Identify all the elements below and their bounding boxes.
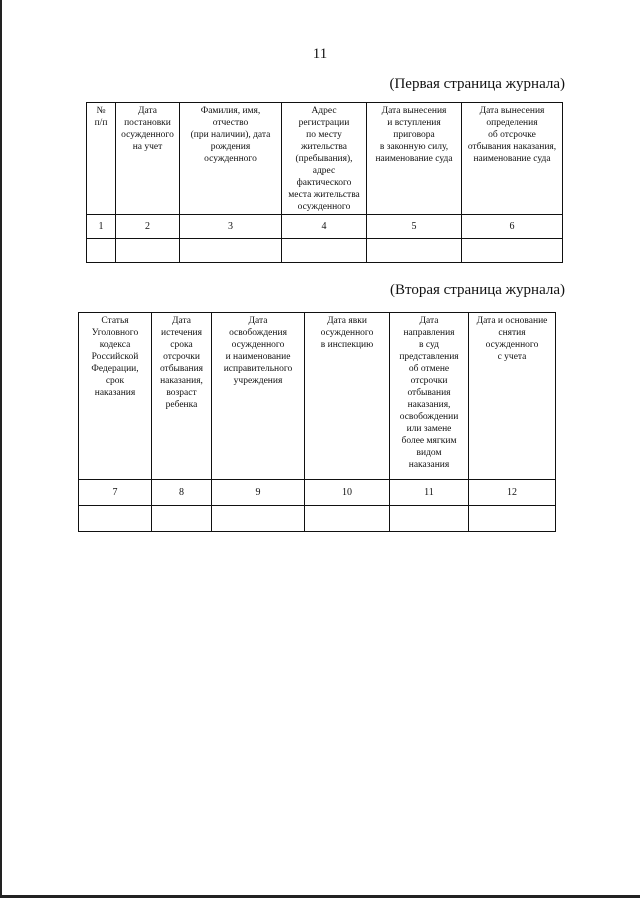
column-number: 7 [79,480,152,506]
second-page-caption: (Вторая страница журнала) [389,282,565,298]
journal-first-page-table [86,102,563,263]
empty-cell [180,239,282,263]
header-cell: Дата направления в суд представления об отмене отсрочки отбывания наказания, освобождении или замене более мягким видом наказания [390,313,469,480]
empty-cell [367,239,462,263]
header-cell: Дата вынесения и вступления приговора в законную силу, наименование суда [367,103,462,215]
empty-entry-row [79,506,556,532]
column-number: 5 [367,215,462,239]
header-row [87,103,563,215]
column-number: 2 [116,215,180,239]
column-number: 8 [152,480,212,506]
header-cell: Дата истечения срока отсрочки отбывания наказания, возраст ребенка [152,313,212,480]
empty-cell [390,506,469,532]
empty-cell [462,239,563,263]
empty-entry-row [87,239,563,263]
empty-cell [152,506,212,532]
empty-cell [212,506,305,532]
header-cell: Фамилия, имя, отчество (при наличии), дата рождения осужденного [180,103,282,215]
empty-cell [116,239,180,263]
column-number: 10 [305,480,390,506]
column-number-row [79,480,556,506]
empty-cell [282,239,367,263]
column-number: 3 [180,215,282,239]
header-cell: Дата явки осужденного в инспекцию [305,313,390,480]
header-cell: Дата и основание снятия осужденного с учета [469,313,556,480]
column-number: 11 [390,480,469,506]
journal-second-page-table [78,312,556,532]
header-cell: Дата освобождения осужденного и наименование исправительного учреждения [212,313,305,480]
header-cell: № п/п [87,103,116,215]
column-number: 4 [282,215,367,239]
column-number: 1 [87,215,116,239]
empty-cell [87,239,116,263]
header-row [79,313,556,480]
column-number: 6 [462,215,563,239]
header-cell: Статья Уголовного кодекса Российской Федерации, срок наказания [79,313,152,480]
empty-cell [79,506,152,532]
scan-edge-left [0,0,2,898]
empty-cell [305,506,390,532]
first-page-caption: (Первая страница журнала) [389,76,565,92]
column-number: 9 [212,480,305,506]
header-cell: Дата вынесения определения об отсрочке отбывания наказания, наименование суда [462,103,563,215]
column-number: 12 [469,480,556,506]
header-cell: Адрес регистрации по месту жительства (пребывания), адрес фактического места жительства осужденного [282,103,367,215]
header-cell: Дата постановки осужденного на учет [116,103,180,215]
column-number-row [87,215,563,239]
page-number: 11 [312,46,328,62]
empty-cell [469,506,556,532]
